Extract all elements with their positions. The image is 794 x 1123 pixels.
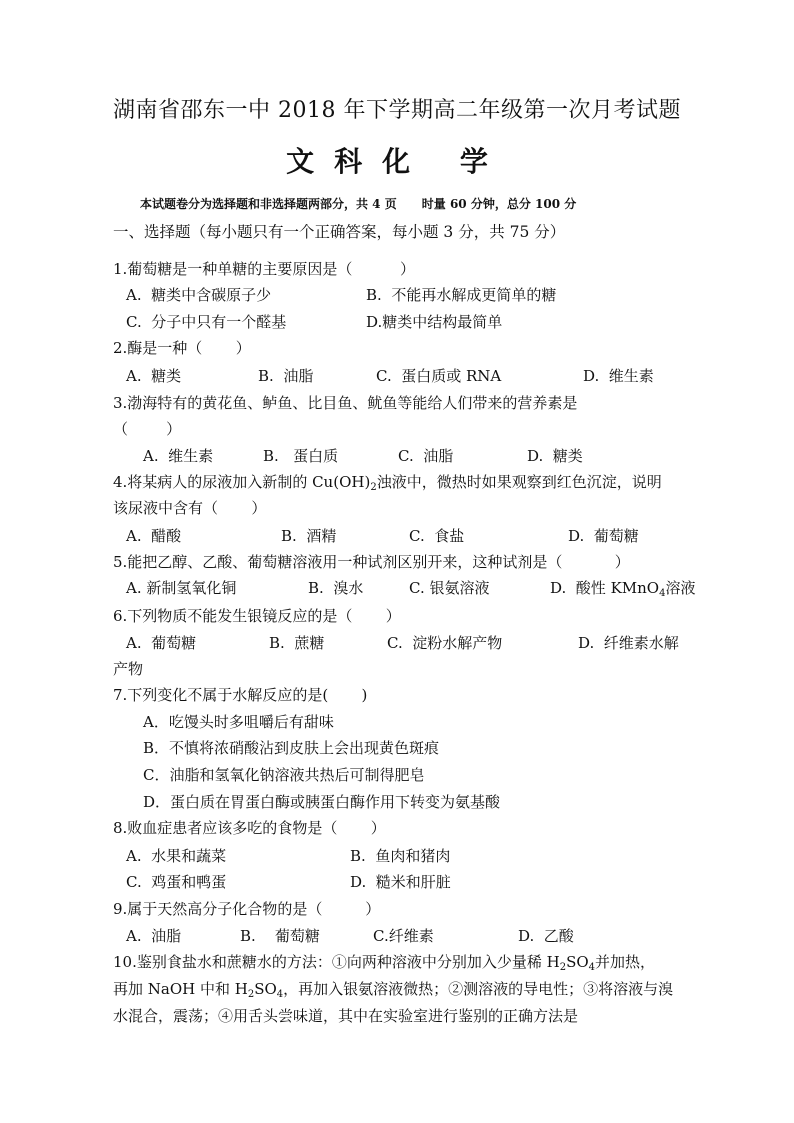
question-1-option-b: B. 不能再水解成更简单的糖 xyxy=(366,286,557,304)
question-4-option-b: B. 酒精 xyxy=(281,527,337,545)
question-3-option-b: B. 蛋白质 xyxy=(263,447,339,465)
question-1-option-a: A. 糖类中含碳原子少 xyxy=(126,286,272,304)
question-9-option-b: B. 葡萄糖 xyxy=(240,927,320,945)
question-7-option-a: A．吃馒头时多咀嚼后有甜味 xyxy=(143,713,334,731)
question-4-option-d: D. 葡萄糖 xyxy=(568,527,639,545)
question-6-option-c: C. 淀粉水解产物 xyxy=(387,634,503,652)
question-8-option-a: A. 水果和蔬菜 xyxy=(126,847,227,865)
question-7-option-d: D．蛋白质在胃蛋白酶或胰蛋白酶作用下转变为氨基酸 xyxy=(143,793,501,811)
exam-title: 湖南省邵东一中 2018 年下学期高二年级第一次月考试题 xyxy=(113,98,681,123)
question-5-subscript: 4 xyxy=(659,588,666,599)
question-10-stem-line-2 xyxy=(113,979,673,999)
q10-text-2: SO xyxy=(566,953,589,971)
question-9-option-a: A. 油脂 xyxy=(126,927,182,945)
question-9-stem: 9.属于天然高分子化合物的是（ ） xyxy=(113,900,381,918)
question-1-option-d: D.糖类中结构最简单 xyxy=(366,313,503,331)
question-3-option-c: C. 油脂 xyxy=(398,447,454,465)
q10-text-1: 10.鉴别食盐水和蔗糖水的方法：①向两种溶液中分别加入少量稀 H xyxy=(113,953,560,971)
question-6-option-d: D. 纤维素水解 xyxy=(578,634,679,652)
question-6-option-b: B. 蔗糖 xyxy=(269,634,325,652)
question-8-option-c: C. 鸡蛋和鸭蛋 xyxy=(126,873,227,891)
question-2-option-c: C. 蛋白质或 RNA xyxy=(376,367,502,385)
question-9-option-d: D. 乙酸 xyxy=(518,927,574,945)
question-4-stem-text-2: 浊液中，微热时如果观察到红色沉淀，说明 xyxy=(376,473,662,491)
q10-text-4: 再加 NaOH 中和 H xyxy=(113,980,248,998)
question-5-option-b: B. 溴水 xyxy=(308,579,364,597)
question-7-option-c: C．油脂和氢氧化钠溶液共热后可制得肥皂 xyxy=(143,766,425,784)
question-7-stem: 7.下列变化不属于水解反应的是( ) xyxy=(113,686,368,704)
question-5-option-d xyxy=(550,578,695,598)
question-7-option-b: B．不慎将浓硝酸沾到皮肤上会出现黄色斑痕 xyxy=(143,739,440,757)
question-6-option-a: A. 葡萄糖 xyxy=(126,634,197,652)
q10-text-6: ，再加入银氨溶液微热；②测溶液的导电性；③将溶液与溴 xyxy=(283,980,674,998)
section-title: 一、选择题（每小题只有一个正确答案，每小题 3 分，共 75 分） xyxy=(113,223,566,241)
question-8-stem: 8.败血症患者应该多吃的食物是（ ） xyxy=(113,819,386,837)
question-5-option-d-text: D. 酸性 KMnO xyxy=(550,579,660,597)
q10-text-3: 并加热， xyxy=(595,953,656,971)
question-6-option-d-continued: 产物 xyxy=(113,660,144,678)
question-4-option-a: A. 醋酸 xyxy=(126,527,182,545)
question-4-stem-line-2: 该尿液中含有（ ） xyxy=(113,499,267,517)
question-8-option-d: D. 糙米和肝脏 xyxy=(350,873,451,891)
question-1-stem: 1.葡萄糖是一种单糖的主要原因是（ ） xyxy=(113,260,415,278)
question-3-stem-line-1: 3.渤海特有的黄花鱼、鲈鱼、比目鱼、鱿鱼等能给人们带来的营养素是 xyxy=(113,394,578,412)
exam-intro: 本试题卷分为选择题和非选择题两部分，共 4 页 时量 60 分钟，总分 100 分 xyxy=(140,197,577,211)
question-5-option-a: A. 新制氢氧化铜 xyxy=(126,579,237,597)
question-4-stem-text: 4.将某病人的尿液加入新制的 Cu(OH) xyxy=(113,473,371,491)
question-4-option-c: C. 食盐 xyxy=(409,527,465,545)
question-6-stem: 6.下列物质不能发生银镜反应的是（ ） xyxy=(113,607,401,625)
question-5-option-d-text-2: 溶液 xyxy=(665,579,696,597)
question-3-option-a: A. 维生素 xyxy=(143,447,214,465)
q10-sub-4: 4 xyxy=(276,989,284,1000)
question-1-option-c: C. 分子中只有一个醛基 xyxy=(126,313,287,331)
question-8-option-b: B. 鱼肉和猪肉 xyxy=(350,847,451,865)
question-10-stem-line-1 xyxy=(113,952,655,972)
question-2-stem: 2.酶是一种（ ） xyxy=(113,339,251,357)
q10-sub-2: 4 xyxy=(588,962,596,973)
question-2-option-b: B. 油脂 xyxy=(258,367,314,385)
question-3-stem-line-2: （ ） xyxy=(113,420,182,438)
question-9-option-c: C.纤维素 xyxy=(373,927,434,945)
question-2-option-a: A. 糖类 xyxy=(126,367,182,385)
question-3-option-d: D. 糖类 xyxy=(527,447,583,465)
question-10-stem-line-3: 水混合，震荡；④用舌头尝味道，其中在实验室进行鉴别的正确方法是 xyxy=(113,1007,579,1025)
q10-text-5: SO xyxy=(254,980,277,998)
q10-sub-1: 2 xyxy=(559,962,567,973)
question-5-option-c: C. 银氨溶液 xyxy=(409,579,490,597)
q10-sub-3: 2 xyxy=(247,989,255,1000)
question-4-subscript: 2 xyxy=(370,482,377,493)
exam-subject: 文科化 学 xyxy=(286,145,508,178)
question-2-option-d: D. 维生素 xyxy=(583,367,654,385)
question-5-stem: 5.能把乙醇、乙酸、葡萄糖溶液用一种试剂区别开来，这种试剂是（ ） xyxy=(113,553,630,571)
question-4-stem-line-1 xyxy=(113,472,662,492)
